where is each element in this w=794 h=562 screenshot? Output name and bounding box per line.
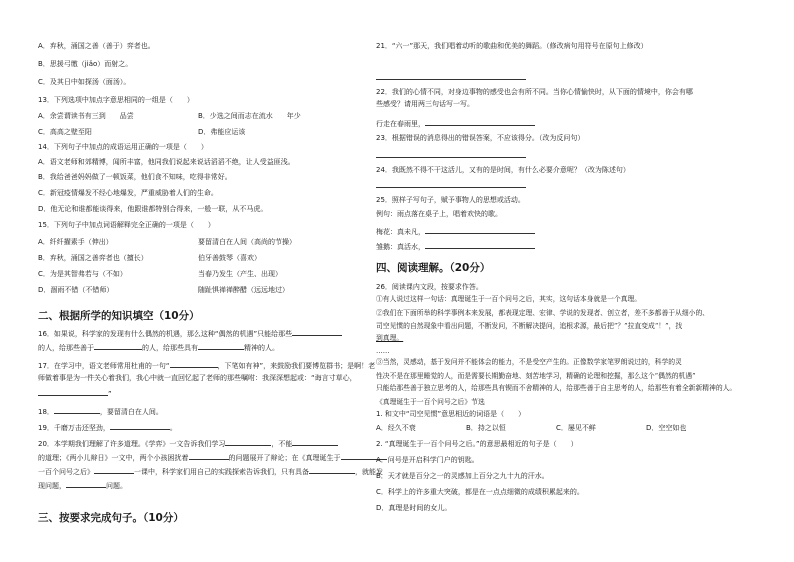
- fill-line: 一百个问号之后》 一课中，科学家们用自己的实践探索告诉我们，只有具备 ，就能发: [38, 468, 383, 476]
- reading-line: B．天才就是百分之一的灵感加上百分之九十九的汗水。: [376, 472, 549, 480]
- question-line: B．我给爸爸妈妈做了一顿饭菜，他们食不知味，吃得非常好。: [38, 173, 232, 181]
- section-3-title: 三、按要求完成句子。（10分）: [38, 512, 184, 524]
- question-line: B．思援弓缴（jiǎo）而射之。: [38, 60, 133, 68]
- reading-line: ①有人说过这样一句话：真理诞生于一百个问号之后，其实，这句话本身就是一个真理。: [376, 295, 642, 303]
- fill-line: 20．本学期我们理解了许多道理。《学弈》一文告诉我们学习 ，不能: [38, 438, 338, 449]
- right-column: [376, 0, 736, 562]
- question-line: 些感受？请用两三句话写一写。: [376, 100, 474, 108]
- option-second: D．弗能应运该: [198, 128, 246, 136]
- answer-blank: [309, 466, 355, 474]
- question-line: 雏鹅：真活水，: [376, 241, 535, 252]
- answer-blank: [425, 226, 535, 234]
- answer-blank: [189, 452, 229, 460]
- question-line: C．及其日中如探汤（面汤）。: [38, 78, 131, 86]
- answer-blank: [292, 438, 338, 446]
- reading-line: 26．阅读课内文段，按要求作答。: [376, 283, 483, 291]
- option-col3: C．屡见不鲜: [556, 424, 596, 432]
- question-line: 15．下列句子中加点词语解释完全正确的一项是（ ）: [38, 221, 215, 229]
- option-second: 伯牙善鼓琴（喜欢）: [198, 254, 261, 262]
- option-second: 当春乃发生（产生、出现）: [198, 270, 282, 278]
- question-line: A．纤纤擢素手（伸出）: [38, 238, 113, 246]
- answer-blank: [110, 422, 170, 430]
- answer-blank: [225, 438, 271, 446]
- reading-line: 到真理。: [376, 334, 404, 342]
- answer-blank: [94, 466, 134, 474]
- fill-line: 19．千磨万击还坚劲， 。: [38, 424, 177, 432]
- reading-line: 2. “真理诞生于一百个问号之后。”的意思最相近的句子是（ ）: [376, 440, 578, 448]
- question-line: 13．下列选项中加点字意思相同的一组是（ ）: [38, 96, 194, 104]
- question-line: [376, 150, 526, 161]
- section-4-title: 四、阅读理解。（20分）: [376, 262, 491, 274]
- answer-blank: [54, 406, 100, 414]
- reading-line: A．问号是开启科学门户的钥匙。: [376, 456, 479, 464]
- question-line: [376, 72, 526, 83]
- answer-blank: [376, 180, 526, 188]
- question-line: 21．“六一”那天，我们唱着动听的歌曲和优美的舞蹈。（修改病句用符号在原句上修改）: [376, 42, 648, 50]
- fill-line: 的人，给那些善于 的人，给那些具有 精神的人。: [38, 344, 279, 352]
- answer-blank: [94, 342, 142, 350]
- fill-line: 18． ，要留清白在人间。: [38, 408, 163, 416]
- fill-line: 现问题， 问题。: [38, 482, 127, 490]
- fill-line: 17．在学习中，语文老师常用杜甫的一句“ ，下笔如有神”，来鼓励我们要博览群书；是啊！老: [38, 362, 376, 370]
- question-line: 24．我既然不得不干这活儿，又有的是时间，有什么必要介意呢？（改为陈述句）: [376, 166, 630, 174]
- answer-blank: [38, 388, 108, 396]
- question-line: C．新冠疫情爆发不经心地爆发，严重威胁着人们的生命。: [38, 189, 218, 197]
- question-line: 梅花：真未凡，: [376, 226, 535, 237]
- reading-line: 性决不是在那里睡觉的人，而是需要长期勤奋地、刻苦地学习，精确的论理和挖掘，那么这个“偶然的机遇”: [376, 372, 696, 380]
- fill-line: ”: [38, 388, 112, 399]
- option-second: 随趾惧禅禅醉醋（远远地过）: [198, 286, 289, 294]
- question-line: [376, 180, 526, 191]
- reading-line: 司空见惯的自然现象中看出问题，不断发问，不断解决提问，追根求源，最后把“？”拉直变成“！”，找: [376, 322, 683, 330]
- answer-blank: [66, 480, 106, 488]
- answer-blank: [376, 150, 526, 158]
- question-line: B．弃秋，涌国之善弈者也（擅长）: [38, 254, 148, 262]
- question-line: D．他无论和谁都能谈得来，他跟谁都特别合得来，一般一联，从不马虎。: [38, 205, 268, 213]
- reading-line: 1. 和文中“司空见惯”意思相近的词语是（ ）: [376, 410, 526, 418]
- reading-line: 《真理诞生于一百个问号之后》节选: [376, 398, 485, 406]
- reading-line: ……: [376, 347, 390, 355]
- question-line: C．高高之壁至阳: [38, 128, 92, 136]
- answer-blank: [170, 360, 218, 368]
- question-line: C．为是其智弗若与（不如）: [38, 270, 127, 278]
- question-line: A．弃秋，涌国之善（善于）弈者也。: [38, 42, 155, 50]
- option-col4: D．空空如也: [646, 424, 687, 432]
- reading-line: D．真理是时间的女儿。: [376, 504, 452, 512]
- section-2-title: 二、根据所学的知识填空（10分）: [38, 310, 200, 322]
- answer-blank: [292, 328, 342, 336]
- question-line: A．余尝谓读书有三到 品尝: [38, 112, 134, 120]
- option-col2: B．持之以恒: [466, 424, 506, 432]
- question-line: A．语文老师和郊精博，闻所丰富，他同我们说起来说话滔滔不绝，让人受益匪浅。: [38, 158, 295, 166]
- reading-line: C．科学上的许多重大突破，都是在一点点细微的成绩积累起来的。: [376, 488, 584, 496]
- option-second: 要留清白在人间（高尚的节操）: [198, 238, 296, 246]
- fill-line: 师做着事是为一件关心着我们，我心中就一直回忆起了老师的那些嘱咐：我深深想起或：“诲言寸草心，: [38, 374, 357, 382]
- reading-line: ③当然，灵感动，基于发问并不能体会的能力，不是受空产生的。正像数学家笔罗朗说过的，科学的灵: [376, 358, 682, 366]
- fill-line: 的道理；《两小儿辩日》一文中，两个小孩困扰着 的问题展开了辩论；在《真理诞生于: [38, 452, 387, 463]
- question-line: 23．根据错误的消息得出的错误答案，不应该得分。（改为反问句）: [376, 134, 585, 142]
- fill-line: 16．如果说，科学家的发现有什么偶然的机遇，那么这种“偶然的机遇”只能给那些: [38, 328, 342, 339]
- reading-line: 只能给那些善于独立思考的人，给那些具有锲而不舍精神的人，给那些善于自主思考的人，给那些有着全新新精神的人。: [376, 384, 737, 392]
- question-line: 14．下列句子中加点的成语运用正确的一项是（ ）: [38, 143, 208, 151]
- reading-line: ②我们在下面所举的科学事例本来发展，都表现定理、宏律、学说的发现者、创立者，差不多都善于从细小的、: [376, 309, 710, 317]
- reading-line: A．经久不衰: [376, 424, 416, 432]
- question-line: D．涸雨不错（不错师）: [38, 286, 114, 294]
- answer-blank: [425, 241, 535, 249]
- question-line: 行走在春雨里，: [376, 118, 535, 129]
- question-line: 25．照样子写句子，赋予事物人的思想或活动。: [376, 196, 525, 204]
- question-line: 22．我们的心情不同，对身边事物的感受也会有所不同。当你心情愉快时，从下面的情境中，你会有哪: [376, 88, 693, 96]
- question-line: 例句：雨点落在桌子上，唱着欢快的歌。: [376, 210, 502, 218]
- answer-blank: [198, 342, 244, 350]
- answer-blank: [376, 72, 526, 80]
- left-column: [38, 0, 398, 562]
- answer-blank: [425, 118, 535, 126]
- option-second: B．少选之间而志在流水 年少: [198, 112, 301, 120]
